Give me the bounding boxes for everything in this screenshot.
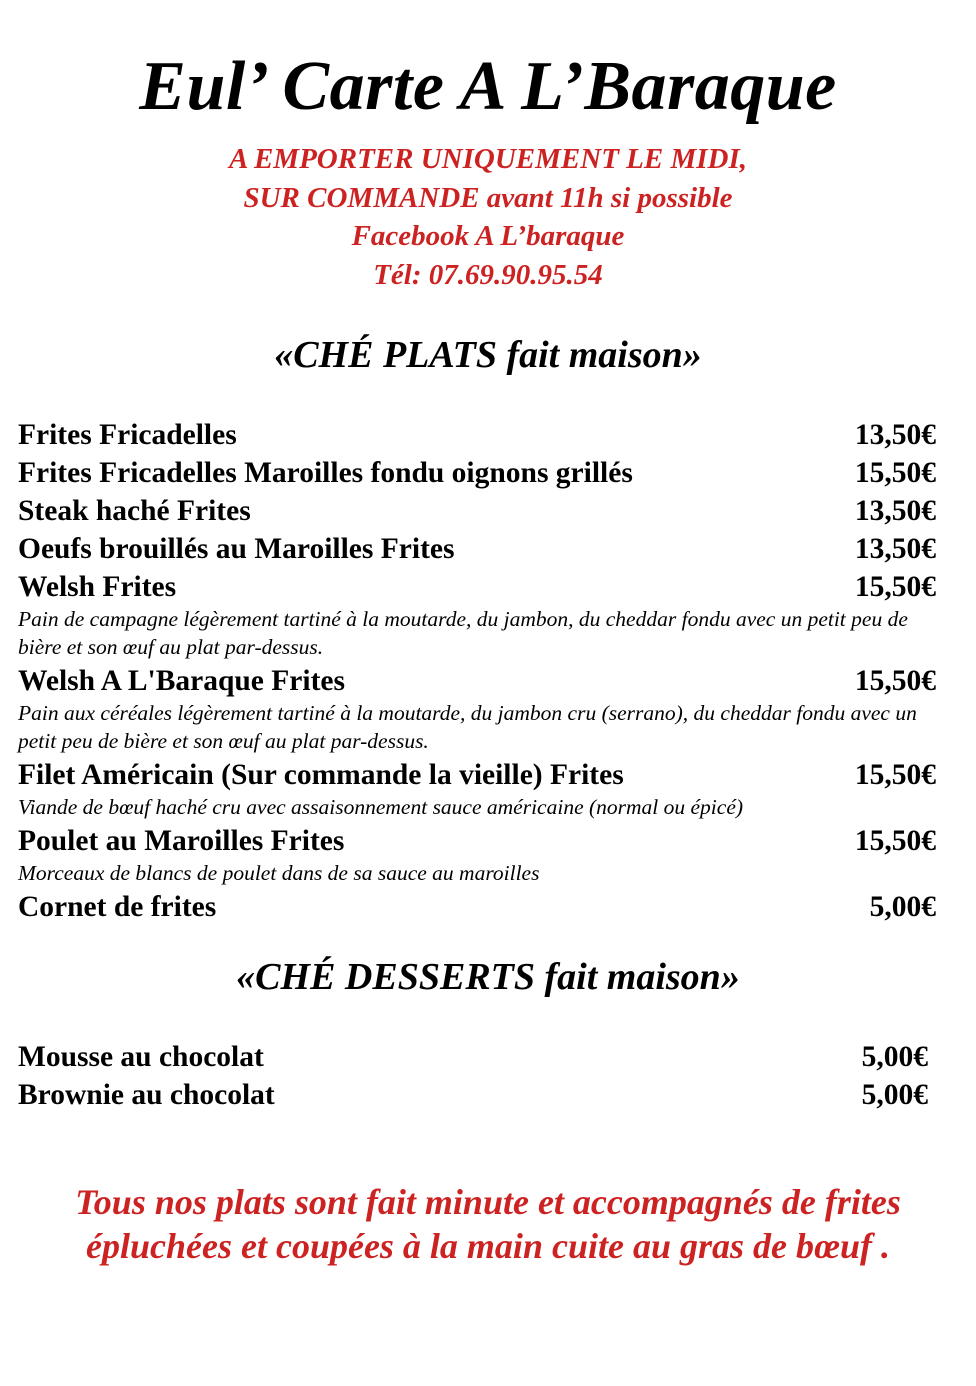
info-line-takeaway: A EMPORTER UNIQUEMENT LE MIDI, [228, 143, 748, 175]
dish-name: Poulet au Maroilles Frites [18, 825, 345, 857]
dessert-name: Mousse au chocolat [18, 1041, 264, 1073]
dish-name: Cornet de frites [18, 891, 217, 923]
menu-item-row [18, 1038, 928, 1076]
dish-name: Steak haché Frites [18, 495, 251, 527]
dish-price: 15,50€ [854, 759, 936, 791]
order-info [0, 140, 976, 294]
menu-item-row [18, 492, 936, 530]
menu-item-row [18, 662, 936, 700]
footer-line: Tous nos plats sont fait minute et accompagnés de frites [75, 1182, 901, 1222]
info-line-order: SUR COMMANDE avant 11h si possible [243, 181, 733, 214]
menu-item-row [18, 756, 936, 794]
dish-description: Pain de campagne légèrement tartiné à la moutarde, du jambon, du cheddar fondu avec un petit peu de bière et son œuf au plat par-dessus. [18, 607, 908, 659]
dish-price: 13,50€ [854, 533, 936, 565]
footer-line: épluchées et coupées à la main cuite au gras de bœuf . [86, 1226, 890, 1266]
dish-name: Welsh Frites [18, 571, 177, 603]
menu-title: Eul’ Carte A L’Baraque [139, 48, 837, 125]
footer-note [18, 1180, 958, 1268]
dish-name: Filet Américain (Sur commande la vieille) Frites [18, 759, 624, 791]
dish-description: Morceaux de blancs de poulet dans de sa sauce au maroilles [18, 861, 540, 885]
dish-price: 15,50€ [854, 665, 936, 697]
dish-price: 15,50€ [854, 457, 936, 489]
menu-item-row [18, 568, 936, 606]
dish-description: Viande de bœuf haché cru avec assaisonnement sauce américaine (normal ou épicé) [18, 795, 744, 819]
dish-name: Oeufs brouillés au Maroilles Frites [18, 533, 455, 565]
dish-price: 15,50€ [854, 825, 936, 857]
dessert-name: Brownie au chocolat [18, 1079, 275, 1111]
desserts-section-title: «CHÉ DESSERTS fait maison» [236, 956, 740, 998]
menu-item-row [18, 822, 936, 860]
desserts-list [18, 1038, 928, 1114]
dish-price: 13,50€ [854, 419, 936, 451]
dish-name: Frites Fricadelles Maroilles fondu oignons grillés [18, 457, 633, 489]
info-line-facebook: Facebook A L’baraque [351, 220, 625, 252]
dish-price: 13,50€ [854, 495, 936, 527]
menu-item-row [18, 1076, 928, 1114]
menu-item-row [18, 530, 936, 568]
plats-section-title: «CHÉ PLATS fait maison» [274, 334, 702, 376]
dish-name: Frites Fricadelles [18, 419, 237, 451]
dessert-price: 5,00€ [861, 1041, 928, 1073]
menu-item-row [18, 454, 936, 492]
menu-item-row [18, 416, 936, 454]
dessert-price: 5,00€ [861, 1079, 928, 1111]
dish-name: Welsh A L'Baraque Frites [18, 665, 345, 697]
info-line-phone: Tél: 07.69.90.95.54 [373, 258, 603, 291]
menu-item-row [18, 888, 936, 926]
dish-price: 15,50€ [854, 571, 936, 603]
plats-list [18, 416, 936, 926]
dish-description: Pain aux céréales légèrement tartiné à la moutarde, du jambon cru (serrano), du cheddar fondu avec un petit peu de bière et son œuf au plat par-dessus. [18, 701, 917, 753]
dish-price: 5,00€ [869, 891, 936, 923]
